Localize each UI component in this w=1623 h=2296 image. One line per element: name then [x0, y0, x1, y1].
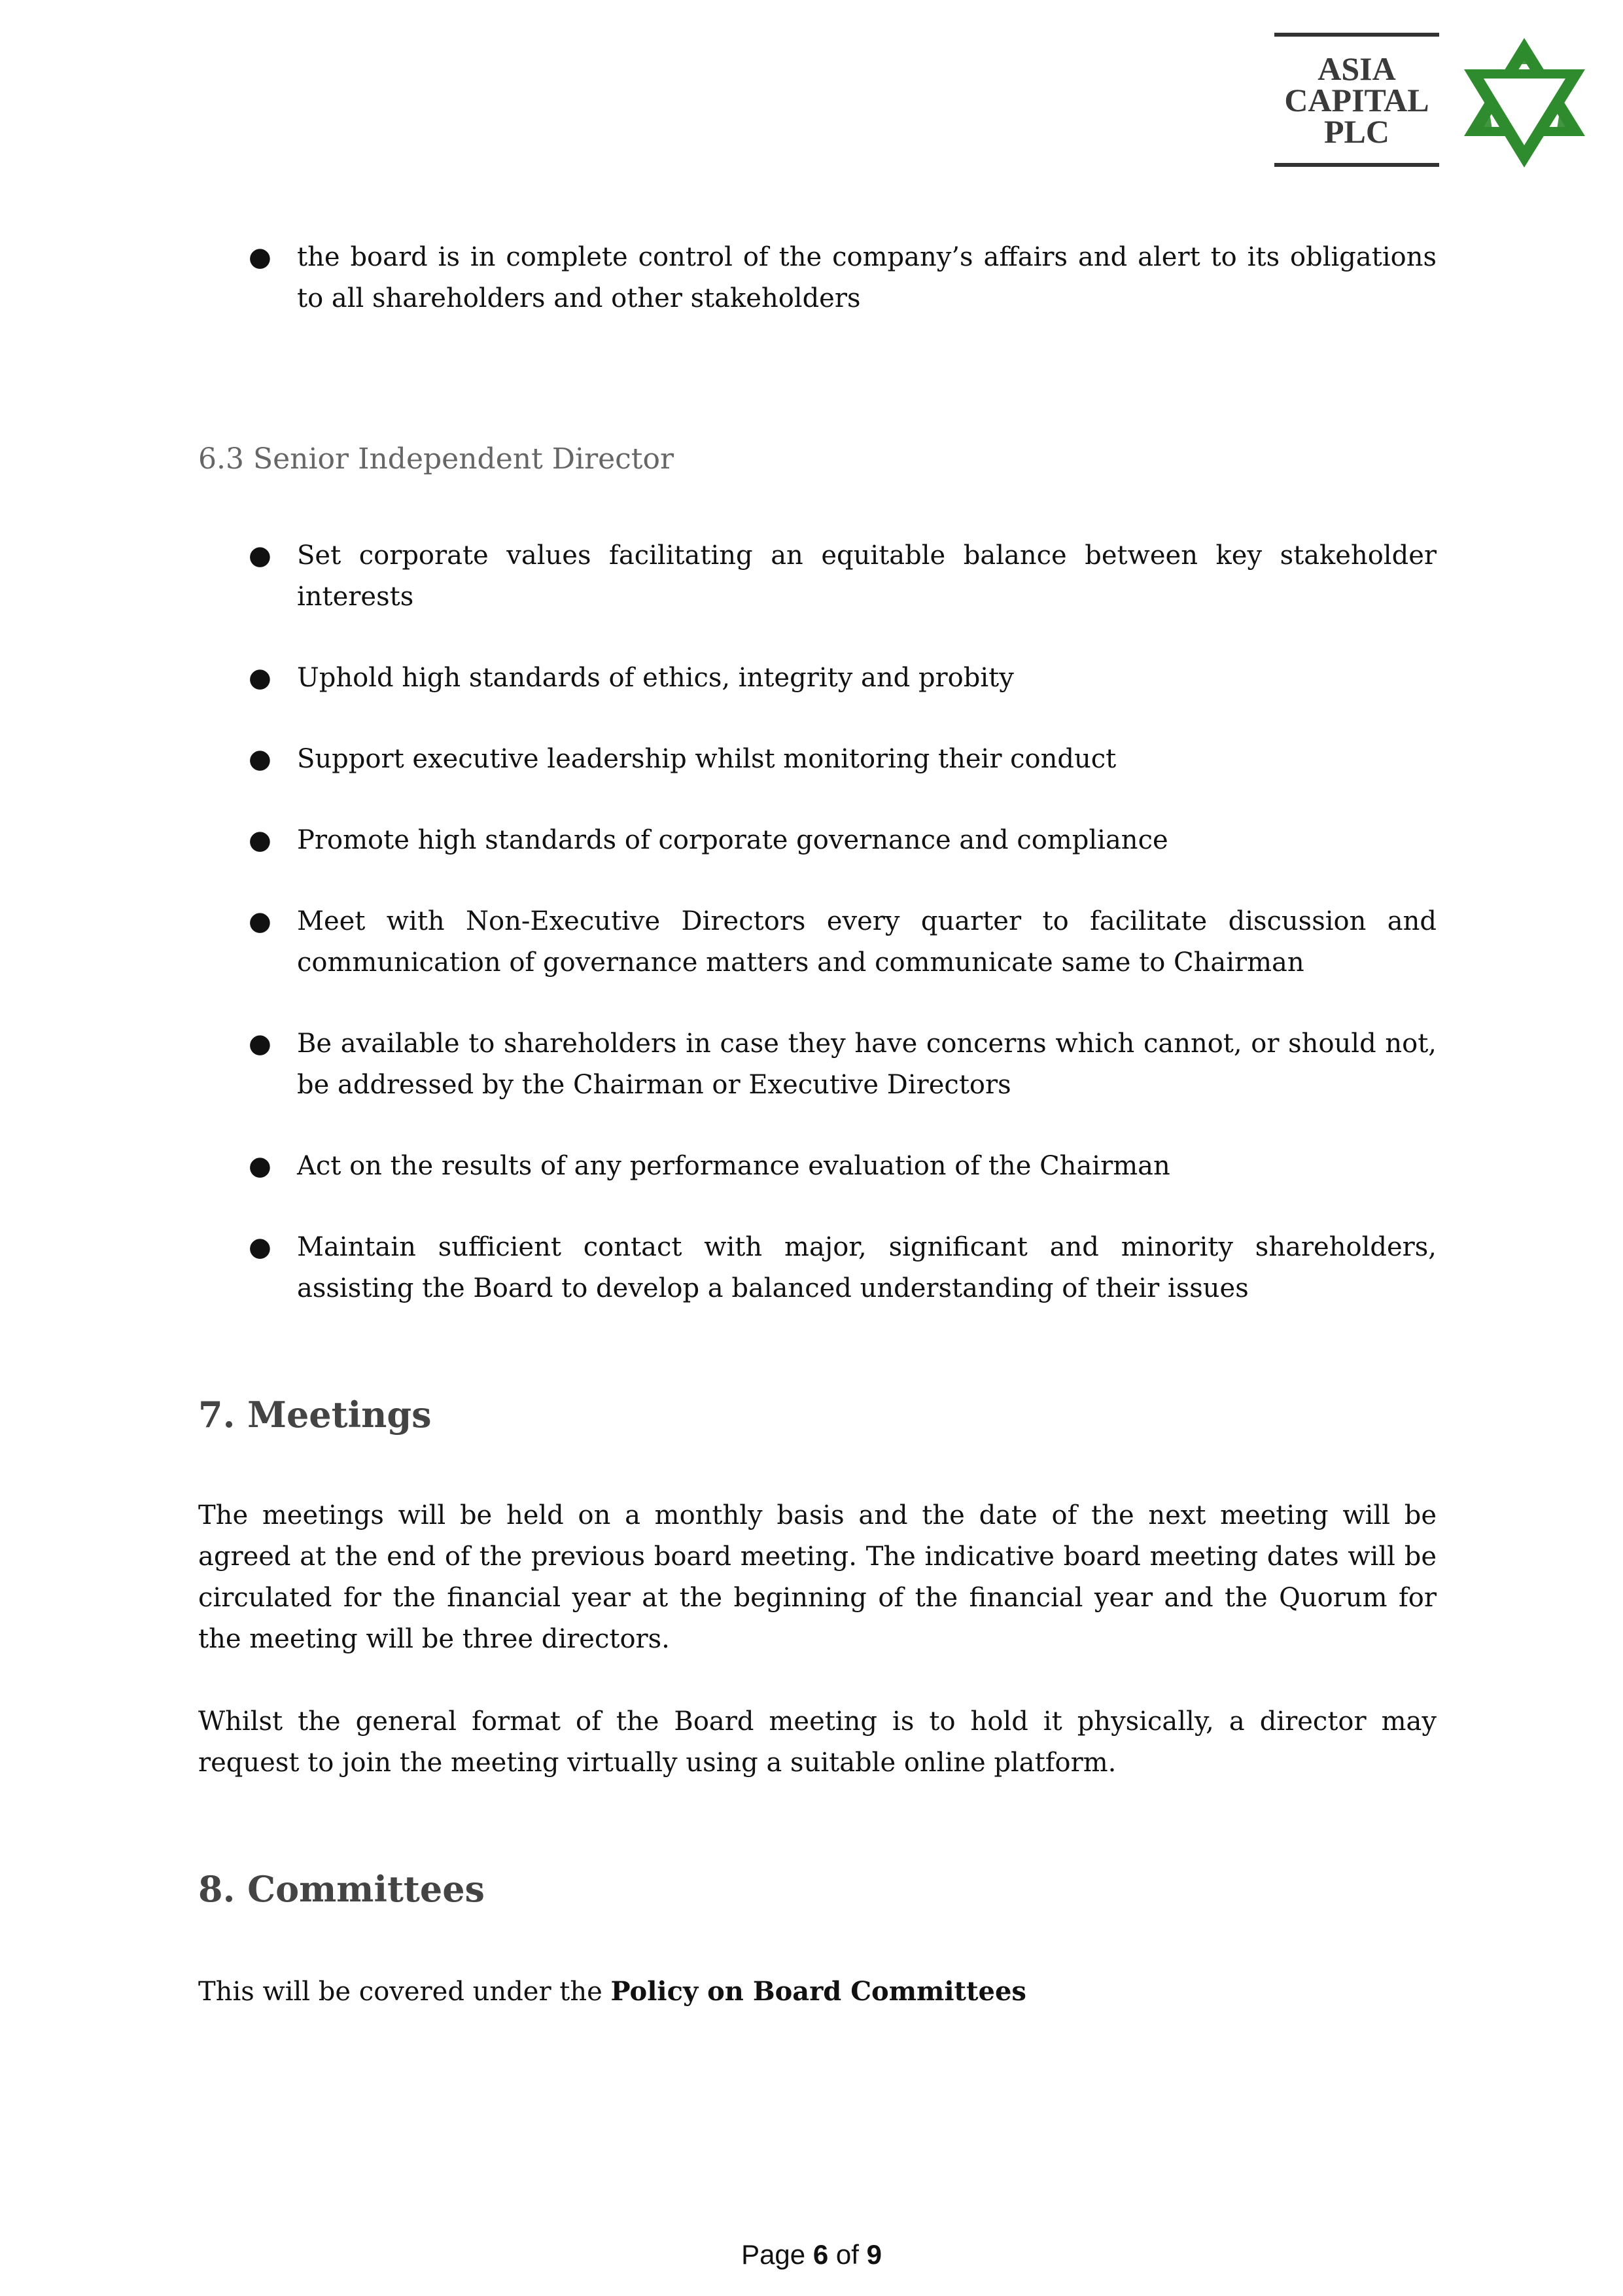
section-8-heading: 8. Committees — [198, 1868, 485, 1910]
logo-line-1: ASIA — [1318, 50, 1396, 87]
page-number-footer: Page 6 of 9 — [741, 2239, 882, 2270]
section-6-3-heading: 6.3 Senior Independent Director — [198, 442, 674, 476]
section-8-body — [198, 1971, 1437, 2013]
meetings-paragraph-1: The meetings will be held on a monthly basis and the date of the next meeting will be agreed at the end of the previous board meeting. The indicative board meeting dates will be circulated for the financial year at the beginning of the financial year and the Quorum for the meeting will be three directors. — [198, 1500, 1437, 1654]
company-logo — [1274, 33, 1588, 170]
intro-bullet-list — [198, 237, 1437, 319]
logo-line-2: CAPITAL — [1284, 81, 1429, 118]
bullet-icon: ● — [249, 825, 271, 855]
committees-paragraph: This will be covered under the Policy on Board Committees — [198, 1976, 1026, 2007]
list-item: ● Uphold high standards of ethics, integrity and probity — [198, 658, 1437, 699]
section-7-heading: 7. Meetings — [198, 1394, 432, 1436]
list-item: ● Support executive leadership whilst monitoring their conduct — [198, 739, 1437, 780]
list-item: ● Meet with Non-Executive Directors every quarter to facilitate discussion and communication of governance matters and communicate same to Chairman — [198, 901, 1437, 983]
list-item: ● Be available to shareholders in case they have concerns which cannot, or should not, be addressed by the Chairman or Executive Directors — [198, 1023, 1437, 1106]
bullet-icon: ● — [249, 540, 271, 571]
policy-link-text: Policy on Board Committees — [610, 1976, 1026, 2007]
list-item: ● the board is in complete control of the company’s affairs and alert to its obligations to all shareholders and other stakeholders — [198, 237, 1437, 319]
logo-line-3: PLC — [1324, 113, 1389, 150]
section-6-3-bullets — [198, 535, 1437, 1309]
list-item: ● Promote high standards of corporate governance and compliance — [198, 820, 1437, 861]
list-item: ● Set corporate values facilitating an equitable balance between key stakeholder interests — [198, 535, 1437, 618]
intro-bullets-block — [198, 237, 1437, 319]
list-item: ● Maintain sufficient contact with major, significant and minority shareholders, assisting the Board to develop a balanced understanding of their issues — [198, 1227, 1437, 1309]
bullet-icon: ● — [249, 906, 271, 936]
star-of-david-icon — [1464, 38, 1585, 168]
bullet-icon: ● — [249, 242, 271, 272]
bullet-icon: ● — [249, 744, 271, 774]
section-7-body — [198, 1495, 1437, 1784]
logo-wordmark — [1274, 33, 1439, 167]
list-item: ● Act on the results of any performance evaluation of the Chairman — [198, 1146, 1437, 1187]
bullet-icon: ● — [249, 1232, 271, 1262]
bullet-icon: ● — [249, 1151, 271, 1181]
meetings-paragraph-2: Whilst the general format of the Board meeting is to hold it physically, a director may request to join the meeting virtually using a suitable online platform. — [198, 1706, 1437, 1778]
bullet-icon: ● — [249, 663, 271, 693]
bullet-icon: ● — [249, 1029, 271, 1059]
